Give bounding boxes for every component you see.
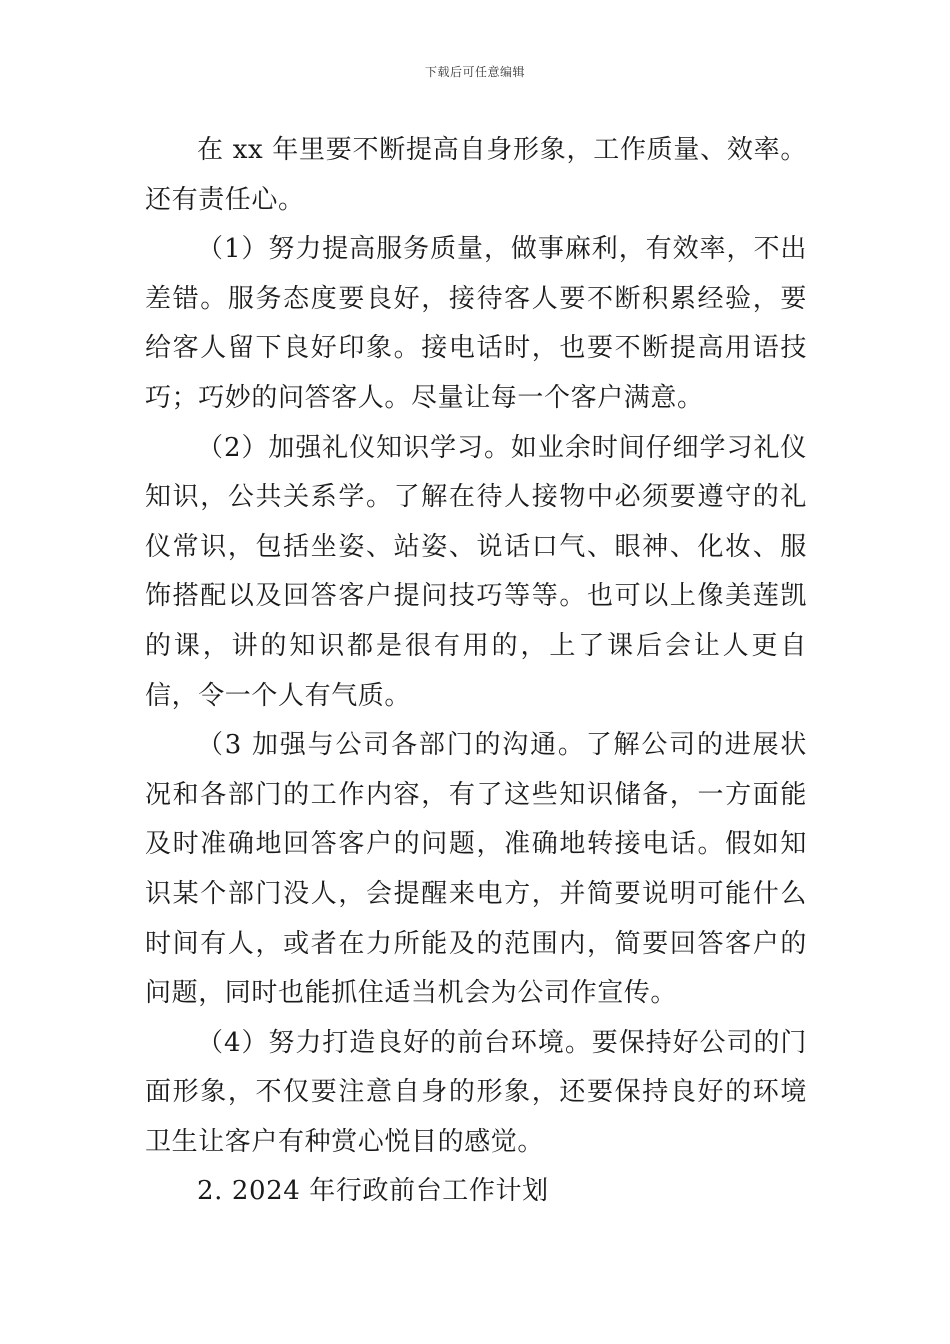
- document-body: [145, 126, 807, 1217]
- paragraph-item-2: （2）加强礼仪知识学习。如业余时间仔细学习礼仪知识，公共关系学。了解在待人接物中必须要遵守的礼仪常识，包括坐姿、站姿、说话口气、眼神、化妆、服饰搭配以及回答客户提问技巧等等。也可以上像美莲凯的课，讲的知识都是很有用的，上了课后会让人更自信，令一个人有气质。: [145, 432, 807, 711]
- section-heading: 2. 2024 年行政前台工作计划: [197, 1176, 549, 1207]
- paragraph-intro: 在 xx 年里要不断提高自身形象，工作质量、效率。还有责任心。: [145, 135, 807, 215]
- page-header: 下载后可任意编辑: [424, 65, 525, 79]
- paragraph-item-3: （3 加强与公司各部门的沟通。了解公司的进展状况和各部门的工作内容，有了这些知识储备，一方面能及时准确地回答客户的问题，准确地转接电话。假如知识某个部门没人，会提醒来电方，并简要说明可能什么时间有人，或者在力所能及的范围内，简要回答客户的问题，同时也能抓住适当机会为公司作宣传。: [145, 730, 807, 1009]
- paragraph-item-1: （1）努力提高服务质量，做事麻利，有效率，不出差错。服务态度要良好，接待客人要不断积累经验，要给客人留下良好印象。接电话时，也要不断提高用语技巧；巧妙的问答客人。尽量让每一个客户满意。: [145, 234, 807, 413]
- paragraph-item-4: （4）努力打造良好的前台环境。要保持好公司的门面形象，不仅要注意自身的形象，还要保持良好的环境卫生让客户有种赏心悦目的感觉。: [145, 1027, 807, 1157]
